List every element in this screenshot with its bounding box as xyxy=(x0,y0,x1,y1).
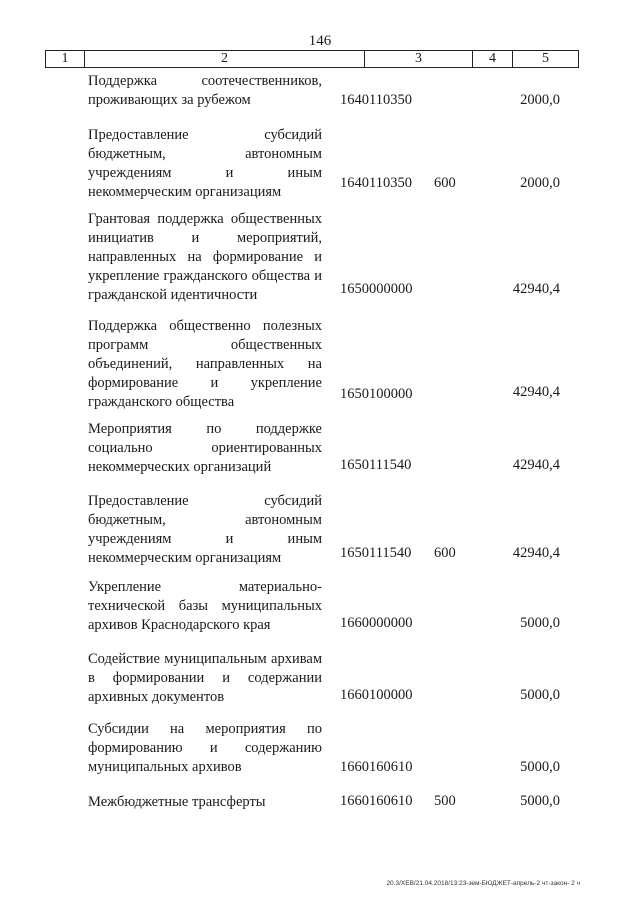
row-code: 1640110350 xyxy=(340,92,412,108)
row-amount: 2000,0 xyxy=(520,92,560,108)
row-name: Укрепление материально-технической базы муниципальных архивов Краснодарского края xyxy=(88,579,322,633)
row-amount: 5000,0 xyxy=(520,687,560,703)
row-amount: 2000,0 xyxy=(520,175,560,191)
header-col-5: 5 xyxy=(512,51,578,67)
row-amount: 42940,4 xyxy=(512,545,560,561)
row-name: Межбюджетные трансферты xyxy=(88,794,266,810)
row-code: 1640110350 xyxy=(340,175,412,191)
row-name: Поддержка соотечественников, проживающих за рубежом xyxy=(88,73,322,108)
row-name: Субсидии на мероприятия по формированию и содержанию муниципальных архивов xyxy=(88,721,322,775)
page-number: 146 xyxy=(308,33,332,49)
header-col-4: 4 xyxy=(472,51,512,67)
row-name: Предоставление субсидий бюджетным, автономным учреждениям и иным некоммерческим организациям xyxy=(88,127,322,200)
row-name: Грантовая поддержка общественных инициатив и мероприятий, направленных на формирование и укрепление гражданского общества и гражданской идентичности xyxy=(88,211,322,303)
row-code: 1660160610 xyxy=(340,793,413,809)
row-amount: 42940,4 xyxy=(512,457,560,473)
row-code: 1650000000 xyxy=(340,281,413,297)
row-name: Поддержка общественно полезных программ общественных объединений, направленных на формирование и укрепление гражданского общества xyxy=(88,318,322,410)
row-name: Мероприятия по поддержке социально ориентированных некоммерческих организаций xyxy=(88,421,322,475)
header-col-3: 3 xyxy=(364,51,472,67)
table-header xyxy=(45,50,579,68)
row-code: 1650100000 xyxy=(340,386,413,402)
row-expense-type: 500 xyxy=(434,793,456,809)
row-amount: 5000,0 xyxy=(520,759,560,775)
row-code: 1660000000 xyxy=(340,615,413,631)
row-code: 1650111540 xyxy=(340,545,412,561)
row-amount: 5000,0 xyxy=(520,615,560,631)
row-name: Содействие муниципальным архивам в формировании и содержании архивных документов xyxy=(88,651,322,705)
row-amount: 42940,4 xyxy=(512,384,560,400)
row-expense-type: 600 xyxy=(434,175,456,191)
row-code: 1660100000 xyxy=(340,687,413,703)
row-name: Предоставление субсидий бюджетным, автономным учреждениям и иным некоммерческим организациям xyxy=(88,493,322,566)
header-col-2: 2 xyxy=(84,51,364,67)
header-col-1: 1 xyxy=(61,51,69,66)
row-code: 1660160610 xyxy=(340,759,413,775)
row-amount: 42940,4 xyxy=(512,281,560,297)
row-amount: 5000,0 xyxy=(520,793,560,809)
row-code: 1650111540 xyxy=(340,457,412,473)
footer-file-reference: 20.3/ХЕВ/21.04.2018/13:23-зем-БЮДЖЕТ-апрель-2 чт-закон- 2 ч xyxy=(386,880,580,887)
row-expense-type: 600 xyxy=(434,545,456,561)
